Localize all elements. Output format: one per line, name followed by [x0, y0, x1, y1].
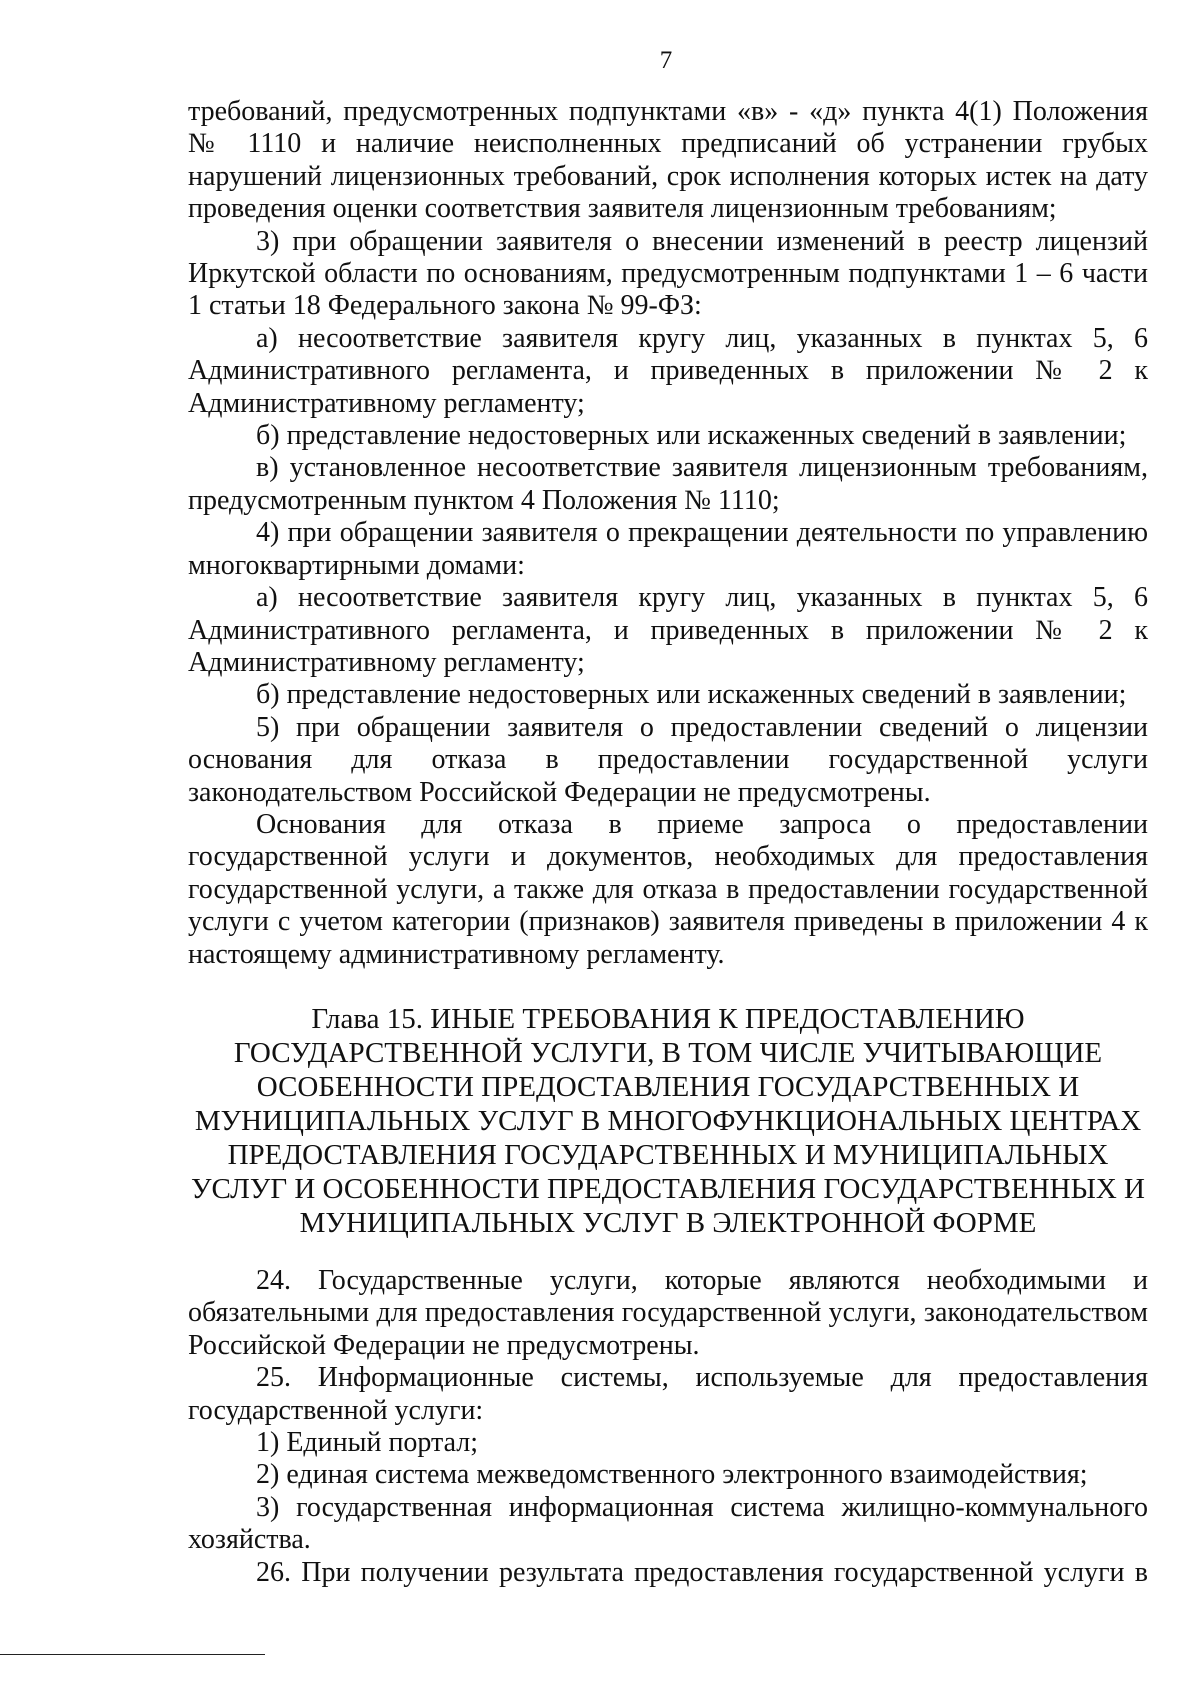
footnote-rule — [0, 1654, 265, 1655]
paragraph-26: 26. При получении результата предоставления государственной услуги в — [256, 1556, 1148, 1588]
paragraph-item-3: 3) при обращении заявителя о внесении изменений в реестр лицензий Иркутской области по основаниям, предусмотренным подпунктами 1 – 6 части 1 статьи 18 Федерального закона № 99-ФЗ: — [188, 225, 1148, 322]
body-text-upper — [188, 96, 1148, 971]
paragraph-item-4b: б) представление недостоверных или искаженных сведений в заявлении; — [256, 679, 1127, 711]
body-text-lower — [188, 1265, 1148, 1589]
paragraph-item-5: 5) при обращении заявителя о предоставлении сведений о лицензии основания для отказа в предоставлении государственной услуги законодательством Российской Федерации не предусмотрены. — [188, 711, 1148, 808]
paragraph-24: 24. Государственные услуги, которые являются необходимыми и обязательными для предоставления государственной услуги, законодательством Российской Федерации не предусмотрены. — [188, 1265, 1148, 1361]
paragraph-25-item-3: 3) государственная информационная система жилищно-коммунального хозяйства. — [188, 1491, 1148, 1556]
paragraph-item-3b: б) представление недостоверных или искаженных сведений в заявлении; — [256, 420, 1127, 452]
chapter-heading: Глава 15. ИНЫЕ ТРЕБОВАНИЯ К ПРЕДОСТАВЛЕНИЮ ГОСУДАРСТВЕННОЙ УСЛУГИ, В ТОМ ЧИСЛЕ УЧИТЫВАЮЩИЕ ОСОБЕННОСТИ ПРЕДОСТАВЛЕНИЯ ГОСУДАРСТВЕННЫХ И МУНИЦИПАЛЬНЫХ УСЛУГ В МНОГОФУНКЦИОНАЛЬНЫХ ЦЕНТРАХ ПРЕДОСТАВЛЕНИЯ ГОСУДАРСТВЕННЫХ И МУНИЦИПАЛЬНЫХ УСЛУГ И ОСОБЕННОСТИ ПРЕДОСТАВЛЕНИЯ ГОСУДАРСТВЕННЫХ И МУНИЦИПАЛЬНЫХ УСЛУГ В ЭЛЕКТРОННОЙ ФОРМЕ — [191, 1003, 1145, 1239]
paragraph-item-4a: а) несоответствие заявителя кругу лиц, указанных в пунктах 5, 6 Административного регламента, и приведенных в приложении № 2 к Административному регламенту; — [188, 582, 1148, 678]
paragraph-continuation: требований, предусмотренных подпунктами «в» - «д» пункта 4(1) Положения № 1110 и наличие неисполненных предписаний об устранении грубых нарушений лицензионных требований, срок исполнения которых истек на дату проведения оценки соответствия заявителя лицензионным требованиям; — [188, 96, 1148, 225]
paragraph-item-3v: в) установленное несоответствие заявителя лицензионным требованиям, предусмотренным пунктом 4 Положения № 1110; — [188, 452, 1148, 516]
paragraph-25-item-2: 2) единая система межведомственного электронного взаимодействия; — [256, 1459, 1088, 1491]
paragraph-item-3a: а) несоответствие заявителя кругу лиц, указанных в пунктах 5, 6 Административного регламента, и приведенных в приложении № 2 к Административному регламенту; — [188, 322, 1148, 419]
page-number: 7 — [659, 47, 673, 74]
paragraph-item-4: 4) при обращении заявителя о прекращении деятельности по управлению многоквартирными домами: — [188, 517, 1148, 581]
paragraph-25: 25. Информационные системы, используемые для предоставления государственной услуги: — [188, 1362, 1148, 1426]
paragraph-25-item-1: 1) Единый портал; — [256, 1427, 479, 1459]
paragraph-refusal-grounds: Основания для отказа в приеме запроса о предоставлении государственной услуги и документов, необходимых для предоставления государственной услуги, а также для отказа в предоставлении государственной услуги с учетом категории (признаков) заявителя приведены в приложении 4 к настоящему административному регламенту. — [188, 808, 1148, 970]
